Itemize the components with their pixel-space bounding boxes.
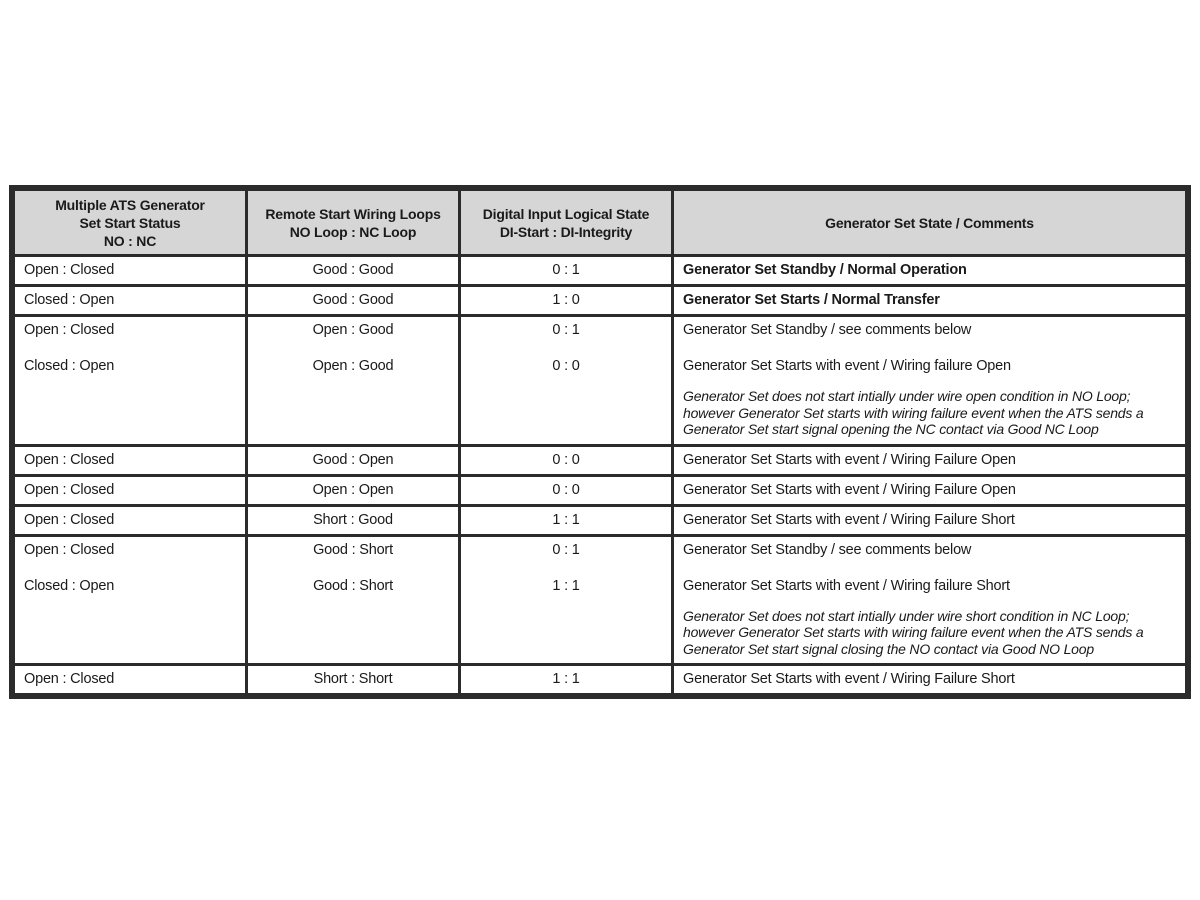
comment-note-line: however Generator Set starts with wiring failure event when the ATS sends a <box>683 404 1144 421</box>
start-status-cell <box>14 535 247 665</box>
cell-line: 0 : 1 <box>552 322 580 338</box>
table-row <box>14 445 1187 475</box>
cell-line: Generator Set Starts with event / Wiring Failure Open <box>683 451 1016 468</box>
header-line: NO : NC <box>103 232 157 249</box>
cell-line: Generator Set Starts with event / Wiring Failure Short <box>683 511 1015 528</box>
cell-line: Open : Closed <box>24 511 115 528</box>
comments-cell <box>673 665 1187 695</box>
cell-line: Open : Closed <box>24 541 115 558</box>
comment-note <box>674 604 1185 664</box>
cell-line: Open : Good <box>312 322 394 338</box>
start-status-cell <box>14 445 247 475</box>
header-logical-state <box>460 190 673 256</box>
comments-cell <box>673 505 1187 535</box>
cell-line: 0 : 0 <box>552 358 580 374</box>
table-row <box>14 256 1187 286</box>
cell-line: Generator Set Starts with event / Wiring failure Short <box>683 577 1010 594</box>
logical-state-cell <box>460 505 673 535</box>
header-start-status <box>14 190 247 256</box>
logical-state-cell <box>460 535 673 665</box>
cell-line: Open : Good <box>312 358 394 374</box>
table-row <box>14 286 1187 316</box>
cell-line: 1 : 1 <box>552 577 580 594</box>
header-line: Generator Set State / Comments <box>825 214 1034 231</box>
comments-cell <box>673 256 1187 286</box>
comments-cell <box>673 535 1187 665</box>
cell-line: Open : Closed <box>24 322 115 338</box>
header-line: DI-Start : DI-Integrity <box>499 223 633 240</box>
comment-note <box>674 384 1185 444</box>
comments-cell <box>673 445 1187 475</box>
cell-line: 1 : 0 <box>552 292 580 308</box>
table-row <box>14 475 1187 505</box>
cell-line: Open : Closed <box>24 262 115 278</box>
cell-line: 0 : 0 <box>552 481 580 498</box>
start-status-cell <box>14 316 247 446</box>
cell-line: Generator Set Starts / Normal Transfer <box>683 292 940 308</box>
header-line: Remote Start Wiring Loops <box>265 205 441 222</box>
cell-line: Good : Open <box>312 451 394 468</box>
wiring-loops-cell <box>247 256 460 286</box>
header-wiring-loops <box>247 190 460 256</box>
cell-line: Good : Short <box>313 541 393 558</box>
logical-state-cell <box>460 286 673 316</box>
wiring-loops-cell <box>247 475 460 505</box>
header-line: Set Start Status <box>79 214 181 231</box>
logical-state-cell <box>460 256 673 286</box>
header-comments <box>673 190 1187 256</box>
cell-line: Open : Closed <box>24 451 115 468</box>
start-status-cell <box>14 286 247 316</box>
cell-line: Open : Closed <box>24 481 115 498</box>
comment-note-line: however Generator Set starts with wiring failure event when the ATS sends a <box>683 624 1144 640</box>
wiring-loops-cell <box>247 535 460 665</box>
table-row <box>14 665 1187 695</box>
header-row <box>14 190 1187 256</box>
logical-state-cell <box>460 665 673 695</box>
comments-cell <box>673 316 1187 446</box>
start-status-cell <box>14 256 247 286</box>
cell-line: Short : Good <box>313 511 393 528</box>
cell-line: Closed : Open <box>24 358 115 374</box>
header-line: Digital Input Logical State <box>482 205 650 222</box>
cell-line: Closed : Open <box>24 292 115 308</box>
wiring-loops-cell <box>247 665 460 695</box>
cell-line: Generator Set Standby / see comments below <box>683 541 972 558</box>
cell-line: Generator Set Starts with event / Wiring Failure Short <box>683 671 1015 687</box>
cell-line: Open : Closed <box>24 671 115 687</box>
wiring-loops-cell <box>247 316 460 446</box>
logical-state-cell <box>460 475 673 505</box>
comment-note-line: Generator Set does not start intially under wire open condition in NO Loop; <box>683 388 1131 404</box>
wiring-loops-cell <box>247 286 460 316</box>
cell-line: Good : Good <box>312 292 394 308</box>
cell-line: 0 : 1 <box>552 541 580 558</box>
cell-line: Generator Set Standby / Normal Operation <box>683 262 967 278</box>
start-status-cell <box>14 475 247 505</box>
wiring-loops-cell <box>247 445 460 475</box>
wiring-loops-cell <box>247 505 460 535</box>
table-row <box>14 535 1187 665</box>
cell-line: Good : Short <box>313 577 393 594</box>
cell-line: Open : Open <box>312 481 394 498</box>
cell-line: Generator Set Standby / see comments below <box>683 322 972 338</box>
cell-line: Short : Short <box>313 671 393 687</box>
cell-line: 0 : 0 <box>552 451 580 468</box>
comment-note-line: Generator Set start signal closing the NO contact via Good NO Loop <box>683 640 1094 657</box>
table-row <box>14 316 1187 446</box>
comment-note-line: Generator Set start signal opening the NC contact via Good NC Loop <box>683 421 1099 437</box>
comments-cell <box>673 286 1187 316</box>
cell-line: Generator Set Starts with event / Wiring Failure Open <box>683 481 1016 498</box>
table-row <box>14 505 1187 535</box>
logical-state-cell <box>460 445 673 475</box>
ats-status-table-container <box>9 185 1191 699</box>
cell-line: Generator Set Starts with event / Wiring failure Open <box>683 358 1011 374</box>
cell-line: 1 : 1 <box>552 671 580 687</box>
comment-note-line: Generator Set does not start intially under wire short condition in NC Loop; <box>683 607 1130 624</box>
cell-line: Good : Good <box>312 262 394 278</box>
table-body <box>14 256 1187 695</box>
header-line: NO Loop : NC Loop <box>289 223 417 240</box>
cell-line: Closed : Open <box>24 577 115 594</box>
ats-status-table <box>12 188 1188 696</box>
comments-cell <box>673 475 1187 505</box>
logical-state-cell <box>460 316 673 446</box>
cell-line: 1 : 1 <box>552 511 580 528</box>
start-status-cell <box>14 665 247 695</box>
header-line: Multiple ATS Generator <box>55 196 205 213</box>
table-header <box>14 190 1187 256</box>
start-status-cell <box>14 505 247 535</box>
cell-line: 0 : 1 <box>552 262 580 278</box>
